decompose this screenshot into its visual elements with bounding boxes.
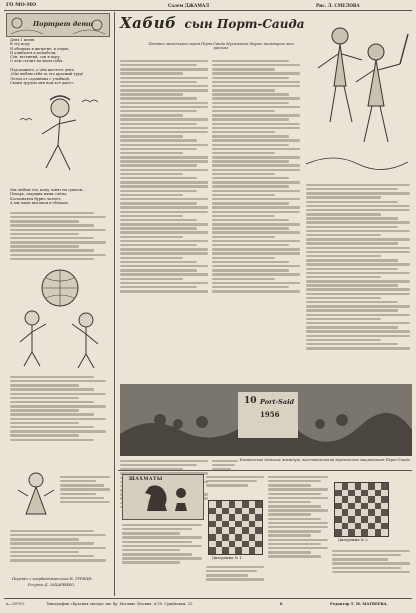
chess-square bbox=[235, 527, 242, 534]
chess-square bbox=[381, 529, 388, 536]
chess-square bbox=[216, 521, 223, 528]
chess-square bbox=[209, 508, 216, 515]
chess-text-1 bbox=[122, 522, 202, 584]
footer-print-info: Типография «Красная звезда» им. бр. Москвы. Москва. А-30. Сущёвская, 21. bbox=[46, 602, 194, 606]
chess-square bbox=[368, 516, 375, 523]
footer-page-number: 8 bbox=[280, 602, 283, 606]
poem-line: «Мы любим тебя за его красный труд! bbox=[10, 72, 84, 77]
photo-caption: Египетские детские жаждут, восстановлений героических защитников Порт-Саида. bbox=[240, 458, 411, 462]
poem-stanza-2 bbox=[10, 68, 110, 85]
chess-diagram-1-label: Диаграмма № 1 bbox=[212, 556, 242, 560]
story-column-1 bbox=[120, 58, 208, 378]
chess-square bbox=[375, 483, 382, 490]
poem-line: Я обещала в жетреме, в отдых, bbox=[10, 46, 70, 51]
chess-square bbox=[361, 529, 368, 536]
chess-square bbox=[375, 509, 382, 516]
chess-square bbox=[209, 547, 216, 554]
port-said-photo bbox=[120, 384, 412, 456]
poem-line: Летом от садовника с улыбкой, bbox=[10, 76, 70, 81]
chess-square bbox=[229, 501, 236, 508]
chess-square bbox=[229, 514, 236, 521]
chess-square bbox=[375, 529, 382, 536]
chess-square bbox=[229, 508, 236, 515]
chess-title: ШАХМАТЫ bbox=[129, 477, 163, 482]
chess-square bbox=[368, 509, 375, 516]
poem-stanza-3 bbox=[10, 188, 110, 205]
center-author: Салем ДЖАМАЛ bbox=[168, 3, 210, 8]
chess-square bbox=[209, 521, 216, 528]
chess-square bbox=[361, 516, 368, 523]
poem-line: Мы любим тех, кому ловят на сушьем... bbox=[10, 188, 86, 192]
chess-square bbox=[209, 541, 216, 548]
chess-square bbox=[209, 534, 216, 541]
chess-square bbox=[342, 503, 349, 510]
chess-square bbox=[348, 509, 355, 516]
chess-square bbox=[342, 490, 349, 497]
chess-square bbox=[355, 529, 362, 536]
poem-line: Подскажите, о чём желтеет день: bbox=[10, 68, 75, 72]
chess-square bbox=[242, 501, 249, 508]
chess-square bbox=[216, 547, 223, 554]
chess-square bbox=[235, 521, 242, 528]
chess-square bbox=[375, 523, 382, 530]
story-title-part2: сын Порт-Саида bbox=[184, 17, 305, 31]
poem-filler-lines bbox=[10, 210, 106, 262]
chess-square bbox=[209, 527, 216, 534]
girl-figure-icon bbox=[18, 473, 54, 514]
chess-square bbox=[216, 514, 223, 521]
soldier-figure-icon bbox=[318, 28, 408, 142]
footer-editor: Редактор Т. М. МАТВЕЕВА. bbox=[330, 602, 388, 606]
poem-line: В эту игру bbox=[10, 42, 30, 47]
chess-square bbox=[381, 516, 388, 523]
chess-square bbox=[242, 521, 249, 528]
chess-square bbox=[229, 547, 236, 554]
chess-square bbox=[348, 516, 355, 523]
chess-square bbox=[342, 496, 349, 503]
chess-heading-image bbox=[122, 474, 204, 520]
chess-square bbox=[361, 483, 368, 490]
chess-square bbox=[355, 496, 362, 503]
chess-square bbox=[375, 516, 382, 523]
chess-square bbox=[348, 496, 355, 503]
pawn-piece-icon bbox=[175, 488, 187, 511]
chess-square bbox=[368, 490, 375, 497]
chess-square bbox=[229, 527, 236, 534]
children-globe-illustration bbox=[10, 262, 108, 370]
chess-text-2 bbox=[206, 474, 264, 494]
chess-square bbox=[335, 516, 342, 523]
chess-square bbox=[222, 541, 229, 548]
chess-square bbox=[255, 514, 262, 521]
poem-filler-lines-4 bbox=[10, 528, 106, 563]
chess-square bbox=[249, 541, 256, 548]
chess-square bbox=[255, 501, 262, 508]
chess-square bbox=[368, 483, 375, 490]
chess-diagram-1 bbox=[208, 500, 263, 555]
story-subtitle: Памяти маленького героя Порт-Саида Мухаммеда Фаути посвящено это рассказ bbox=[148, 42, 294, 51]
story-title bbox=[120, 13, 310, 39]
chess-diagram-2-label: Диаграмма № 2 bbox=[338, 538, 368, 542]
chess-square bbox=[335, 529, 342, 536]
chess-square bbox=[342, 516, 349, 523]
chess-square bbox=[335, 523, 342, 530]
chess-square bbox=[255, 534, 262, 541]
chess-square bbox=[242, 534, 249, 541]
poem-line: И улыбался в колыбели, bbox=[10, 50, 57, 55]
chess-square bbox=[229, 521, 236, 528]
chess-square bbox=[249, 521, 256, 528]
chess-square bbox=[368, 529, 375, 536]
chess-square bbox=[235, 534, 242, 541]
chess-square bbox=[361, 490, 368, 497]
chess-square bbox=[335, 490, 342, 497]
chess-square bbox=[249, 501, 256, 508]
chess-square bbox=[242, 514, 249, 521]
chess-square bbox=[249, 534, 256, 541]
poem-line: А мы-чаще высоком в облаках. bbox=[10, 200, 69, 205]
chess-square bbox=[348, 503, 355, 510]
chess-square bbox=[361, 503, 368, 510]
child-figure-icon bbox=[20, 311, 98, 368]
chess-square bbox=[368, 523, 375, 530]
chess-square bbox=[381, 523, 388, 530]
chess-text-5 bbox=[332, 548, 410, 586]
poem-translator-credit: Перевёл с азербайджанского В. ТУРКИН. bbox=[12, 577, 93, 581]
chess-square bbox=[348, 483, 355, 490]
chess-square bbox=[216, 501, 223, 508]
chess-square bbox=[375, 490, 382, 497]
poem-filler-lines-2 bbox=[10, 374, 106, 443]
chess-square bbox=[342, 529, 349, 536]
chess-square bbox=[361, 496, 368, 503]
chess-square bbox=[368, 503, 375, 510]
chess-square bbox=[229, 534, 236, 541]
chess-square bbox=[242, 541, 249, 548]
chess-square bbox=[355, 509, 362, 516]
chess-square bbox=[342, 483, 349, 490]
chess-square bbox=[222, 534, 229, 541]
chess-square bbox=[222, 501, 229, 508]
chess-square bbox=[235, 514, 242, 521]
chess-square bbox=[216, 527, 223, 534]
girl-with-flowers-illustration bbox=[14, 470, 58, 522]
chess-square bbox=[355, 483, 362, 490]
chess-square bbox=[235, 501, 242, 508]
chess-square bbox=[249, 547, 256, 554]
photo-label-top: Port-Said bbox=[260, 398, 295, 406]
chess-square bbox=[255, 541, 262, 548]
chess-square bbox=[381, 483, 388, 490]
chess-square bbox=[255, 508, 262, 515]
chess-square bbox=[209, 501, 216, 508]
chess-square bbox=[348, 529, 355, 536]
poem-title-banner bbox=[6, 13, 110, 37]
footer-rule bbox=[4, 598, 412, 599]
chess-square bbox=[216, 534, 223, 541]
chess-square bbox=[242, 508, 249, 515]
knight-piece-icon bbox=[145, 485, 167, 511]
chess-square bbox=[381, 490, 388, 497]
chess-square bbox=[342, 523, 349, 530]
chess-square bbox=[375, 503, 382, 510]
chess-square bbox=[235, 541, 242, 548]
poem-filler-lines-3 bbox=[60, 474, 110, 505]
left-column-title: ГО МО-МО bbox=[6, 2, 37, 8]
fighters-illustration bbox=[304, 14, 410, 178]
poem-line: День 1 июня. bbox=[10, 38, 36, 42]
chess-square bbox=[229, 541, 236, 548]
chess-square bbox=[242, 547, 249, 554]
story-title-part1: Хабиб bbox=[120, 14, 177, 32]
chess-square bbox=[222, 508, 229, 515]
chess-square bbox=[255, 521, 262, 528]
chess-square bbox=[209, 514, 216, 521]
photo-label-num: 10 bbox=[244, 396, 257, 406]
chess-square bbox=[222, 527, 229, 534]
chess-square bbox=[381, 496, 388, 503]
header-rule bbox=[4, 10, 412, 11]
chess-square bbox=[249, 527, 256, 534]
chess-square bbox=[355, 523, 362, 530]
poem-line: О чем стучит на моем губы... bbox=[10, 59, 66, 64]
chess-square bbox=[381, 509, 388, 516]
chess-square bbox=[235, 547, 242, 554]
chess-square bbox=[348, 490, 355, 497]
chess-square bbox=[216, 541, 223, 548]
globe-icon bbox=[42, 270, 78, 306]
chess-text-4 bbox=[268, 474, 328, 584]
photo-label-year: 1956 bbox=[260, 410, 280, 419]
footer-code: А—00793. bbox=[6, 602, 25, 606]
chess-square bbox=[375, 496, 382, 503]
chess-square bbox=[381, 503, 388, 510]
chess-square bbox=[355, 490, 362, 497]
chess-section-rule bbox=[118, 470, 412, 471]
chess-square bbox=[335, 496, 342, 503]
chess-square bbox=[342, 509, 349, 516]
chess-square bbox=[222, 521, 229, 528]
poem-title: Портрет дети bbox=[33, 20, 93, 28]
chess-diagram-2 bbox=[334, 482, 389, 537]
running-child-icon bbox=[42, 96, 76, 170]
chess-square bbox=[355, 516, 362, 523]
chess-square bbox=[216, 508, 223, 515]
child-illustration bbox=[12, 90, 102, 182]
chess-square bbox=[249, 508, 256, 515]
poem-stanza-1 bbox=[10, 38, 110, 64]
chess-square bbox=[255, 527, 262, 534]
story-column-2 bbox=[212, 58, 300, 378]
right-author: Рис. Л. СМЕЛОВА bbox=[316, 3, 360, 8]
chess-square bbox=[335, 503, 342, 510]
poem-line: Своим трудом они нам всё дают». bbox=[10, 80, 75, 85]
chess-square bbox=[335, 509, 342, 516]
poem-line: Космонавты бурно лазеют, bbox=[10, 196, 62, 201]
chess-square bbox=[222, 514, 229, 521]
chess-square bbox=[348, 523, 355, 530]
poem-line: Пекарь, сварщик нами слёзы, bbox=[10, 192, 68, 197]
chess-square bbox=[368, 496, 375, 503]
poem-line: Сон, весенний, сон в пору, bbox=[10, 55, 61, 60]
chess-square bbox=[222, 547, 229, 554]
chess-square bbox=[235, 508, 242, 515]
chess-square bbox=[361, 509, 368, 516]
chess-square bbox=[249, 514, 256, 521]
chess-square bbox=[355, 503, 362, 510]
left-column-rule bbox=[114, 12, 115, 596]
chess-square bbox=[361, 523, 368, 530]
poem-artist-credit: Рисунок Д. ЗАХАРЕНКО. bbox=[28, 583, 76, 587]
chess-square bbox=[255, 547, 262, 554]
chess-square bbox=[242, 527, 249, 534]
chess-text-3 bbox=[206, 564, 264, 588]
story-column-3 bbox=[306, 182, 410, 380]
chess-square bbox=[335, 483, 342, 490]
